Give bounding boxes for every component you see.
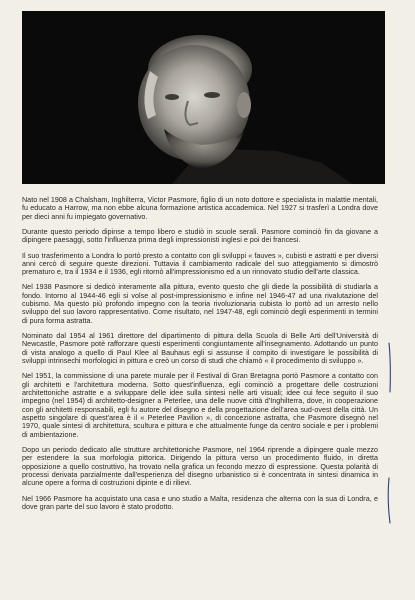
pen-margin-mark-1 [386,342,394,394]
paragraph-6: Nel 1951, la commissione di una parete murale per il Festival di Gran Bretagna portò Pasmore a contatto con gli architetti e l'architettura moderna. Sotto quest'influenza, egli cominciò a progettare delle costruzioni architettoniche astratte e a sviluppare delle idee sulla sintesi nelle arti visuali; idee cui fece seguito il suo impegno (nel 1954) di architetto-designer a Peterlee, una delle nuove città d'Inghilterra, dove, in cooperazione con gli architetti responsabili, egli fu autore del disegno e della progettazione dell'area sud-ovest della città. Un aspetto singolare di quest'area è il « Peterlee Pavilion », di concezione astratta, che Pasmore disegnò nel 1970, quale sintesi di architettura, scultura e pittura e che attualmente funge da centro sociale e per i problemi di ambientazione. [22,372,378,439]
portrait-image [22,11,385,184]
pen-margin-mark-2 [385,477,393,525]
paragraph-3: Il suo trasferimento a Londra lo portò presto a contatto con gli sviluppi « fauves », cubisti e astratti e per diversi anni cercò di seguire queste direzioni. Tuttavia il cambiamento radicale del suo atteggiamento si dimostrò prematuro e, tra il 1934 e il 1936, egli ritornò all'impressionismo ed a un rinnovato studio dell'arte classica. [22,251,378,277]
paragraph-7: Dopo un periodo dedicato alle strutture architettoniche Pasmore, nel 1964 riprende a dipingere quale mezzo per estendere la sua morfologia pittorica. Dirigendo la pittura verso un procedimento fluido, in diretta opposizione a quello costruttivo, ha trovato nella grafica un fecondo mezzo di espressione. Questa polarità di processi derivata parzialmente dall'esperienza del disegno urbanistico si è concentrata in sintesi dinamica in alcune opere a forma di costruzioni dipinte e di rilievi. [22,445,378,488]
paragraph-8: Nel 1966 Pasmore ha acquistato una casa e uno studio a Malta, residenza che alterna con la sua di Londra, e dove gran parte del suo lavoro è stato prodotto. [22,494,378,511]
paragraph-2: Durante questo periodo dipinse a tempo libero e studiò in scuole serali. Pasmore cominciò fin da giovane a dipingere paesaggi, sotto l'influenza prima degli impressionisti inglesi e poi dei francesi. [22,227,378,245]
paragraph-5: Nominato dal 1954 al 1961 direttore del dipartimento di pittura della Scuola di Belle Arti dell'Università di Newcastle, Pasmore potè rafforzare questi esperimenti congiuntamente all'insegnamento. Adottando un punto di vista analogo a quello di Paul Klee al Bauhaus egli si assunse il compito di investigare le possibilità di sviluppi intrinsechi morfologici in pittura e creò un corso di studi che chiamò « il procedimento di sviluppo ». [22,332,378,366]
paragraph-1: Nato nel 1908 a Chalsham, Inghilterra, Victor Pasmore, figlio di un noto dottore e specialista in malattie mentali, fu educato a Harrow, ma non ebbe alcuna formazione artistica accademica. Nel 1927 si trasferì a Londra dove per dieci anni fu impiegato governativo. [22,196,378,221]
portrait-photo [22,11,385,184]
biography-text [22,196,378,518]
paragraph-4: Nel 1938 Pasmore si dedicò interamente alla pittura, evento questo che gli diede la possibilità di studiarla a fondo. Intorno al 1944-46 egli si volse al post-impressionismo e infine nel 1946-47 ad una rivalutazione del cubismo. Ma questo più profondo impegno con la teoria rivoluzionaria cubista lo portò ad un arresto nello sviluppo del suo lavoro rappresentativo. Come risultato, nel 1947-48, egli cominciò degli esperimenti in termini di pura forma astratta. [22,283,378,325]
